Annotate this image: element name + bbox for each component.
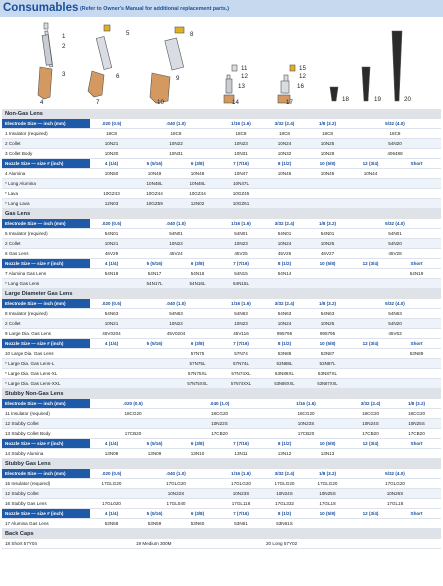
table-row: 7 Alumina Gas Lens 54N18 54N17 54N16 54N15 54N14 54N19 — [2, 269, 441, 279]
callout-14: 14 — [232, 99, 239, 106]
electrode-size-header: Electrode Size — inch (mm) .020 (0.5) .040 (1.0) 1/16 (1.6) 3/32 (2.4) 1/8 (3.2) 5/32 (4.0) — [2, 299, 441, 309]
table-row: 3 Collet Body 10N30 10N31 10N31 10N32 10N28 406488 — [2, 149, 441, 159]
callout-6: 6 — [116, 73, 120, 80]
section-gas-lens: Gas Lens — [2, 209, 441, 220]
stubby-insulator-part — [232, 65, 237, 71]
stubby-gas-lens-part — [281, 81, 289, 93]
table-row: * Large Dia. Gas Lens-L 57N75L 57N74L 53N88L 53N87L — [2, 359, 441, 369]
callout-18: 18 — [342, 96, 349, 103]
parts-drawing — [0, 17, 443, 108]
callout-17: 17 — [286, 99, 293, 106]
callout-3: 3 — [62, 71, 66, 78]
callout-10: 10 — [157, 99, 164, 106]
page-subtitle: (Refer to Owner's Manual for additional replacement parts.) — [80, 6, 230, 12]
back-cap-short-label: 18 Short 57Y04 — [2, 539, 133, 549]
nozzle-size-header: Nozzle Size — size # (inch) 4 (1/4) 5 (5/16) 6 (3/8) 7 (7/16) 8 (1/2) 10 (5/8) 12 (3/4) Short — [2, 339, 441, 349]
callout-4: 4 — [40, 99, 44, 106]
table-row: 2 Collet 10N21 10N22 10N23 10N24 10N25 54N20 — [2, 239, 441, 249]
section-non-gas-lens: Non-Gas Lens — [2, 109, 441, 119]
section-large-diameter-gas-lens: Large Diameter Gas Lens — [2, 289, 441, 300]
back-cap-long-label: 20 Long 57Y02 — [263, 539, 441, 549]
table-row: 16 Stubby Gas Lens 17GL020 17GL040 17GL116 17GL332 17GL18 17GL18 — [2, 499, 441, 509]
table-row: 2 Collet 10N21 10N22 10N23 10N24 10N25 54N20 — [2, 319, 441, 329]
large-insulator-part — [175, 27, 184, 33]
page-title: Consumables — [3, 2, 79, 14]
stubby-gl-insulator-part — [290, 65, 295, 71]
table-row: 15 Insulator (required) 17GLG20 17GLG20 17GLG20 17GLG20 17GLG20 17GLG20 — [2, 479, 441, 489]
consumables-table — [2, 109, 441, 549]
table-row: 5 Insulator (required) 54N01 54N01 54N01 54N01 54N01 54N01 — [2, 229, 441, 239]
callout-7: 7 — [96, 99, 100, 106]
nozzle-size-header: Nozzle Size — size # (inch) 4 (1/4) 5 (5/16) 6 (3/8) 7 (7/16) 8 (1/2) 10 (5/8) 12 (3/4) Short — [2, 439, 441, 449]
nozzle-size-header: Nozzle Size — size # (inch) 4 (1/4) 5 (5/16) 6 (3/8) 7 (7/16) 8 (1/2) 10 (5/8) 12 (3/4) Short — [2, 259, 441, 269]
table-row: * Long Gas Lens 54N17L 54N16L 54N15L — [2, 279, 441, 289]
table-row: * Large Dia. Gas Lens-XL 57N75XL 57N74XL 53N88XL 53N87XL — [2, 369, 441, 379]
parts-illustration — [0, 17, 443, 108]
alumina-nozzle-part — [38, 67, 52, 99]
back-cap-medium — [362, 67, 370, 101]
callout-16: 16 — [297, 83, 304, 90]
table-row: * Lava 10GZ43 10GZ44 10GZ44 10GZ45 — [2, 189, 441, 199]
large-gas-lens-part — [165, 38, 184, 70]
table-row: 8 Insulator (required) 54N63 54N63 54N63 54N63 54N63 54N63 — [2, 309, 441, 319]
table-row: 1 Insulator (required) 18C8 18C8 18C8 18C8 18C8 18C8 — [2, 129, 441, 139]
callout-2: 2 — [62, 43, 66, 50]
callout-11: 11 — [241, 65, 248, 72]
callout-13: 13 — [238, 83, 245, 90]
callout-15: 15 — [299, 65, 306, 72]
callout-12b: 12 — [299, 73, 306, 80]
gas-lens-body-part — [96, 37, 112, 70]
gas-lens-nozzle-part — [88, 71, 104, 97]
table-row: 13 Stubby Collet Body 17CB20 17CB20 17CB20 17CB20 17CB20 — [2, 429, 441, 439]
table-row: 14 Stubby Alumina 13N08 13N09 13N10 13N11 13N12 13N13 — [2, 449, 441, 459]
callout-5: 5 — [126, 30, 130, 37]
back-cap-short — [330, 87, 338, 101]
table-row: * Long Lava 12N03 10GZ59 12N02 10GZ61 — [2, 199, 441, 209]
table-row: 9 Large Dia. Gas Lens 45V0204 45V0204 45V116 995795 995795 45V63 — [2, 329, 441, 339]
table-row: 17 Alumina Gas Lens 53N58 53N59 53N60 53N61 53N61S — [2, 519, 441, 529]
stubby-body-part — [226, 79, 232, 93]
section-stubby-non-gas-lens: Stubby Non-Gas Lens — [2, 389, 441, 400]
callout-8: 8 — [190, 31, 194, 38]
callout-1: 1 — [62, 33, 66, 40]
callout-9: 9 — [176, 75, 180, 82]
callout-12: 12 — [241, 73, 248, 80]
table-row: 12 Stubby Collet 10N22S 10N23S 10N24S 10N25S 10N26S — [2, 489, 441, 499]
page-header — [0, 0, 443, 17]
electrode-size-header: Electrode Size — inch (mm) .020 (0.5) .040 (1.0) 1/16 (1.6) 3/32 (2.4) 1/8 (3.2) 5/32 (4.0) — [2, 219, 441, 229]
section-stubby-gas-lens: Stubby Gas Lens — [2, 459, 441, 470]
callout-20: 20 — [404, 96, 411, 103]
table-row: 11 Insulator (required) 18CG20 18CG20 18CG20 18CG20 18CG20 — [2, 409, 441, 419]
back-caps-row — [2, 539, 441, 549]
electrode-size-header: Electrode Size — inch (mm) .020 (0.5) .040 (1.0) 1/16 (1.6) 3/32 (2.4) 1/8 (3.2) 5/32 (4.0) — [2, 469, 441, 479]
electrode-size-header: Electrode Size — inch (mm) .020 (0.5) .040 (1.0) 1/16 (1.6) 3/32 (2.4) 1/8 (3.2) 5/32 (4.0) — [2, 119, 441, 129]
gas-lens-insulator-part — [104, 25, 110, 31]
table-row: 10 Large Dia. Gas Lens 57N75 57N74 53N88 53N87 53N89 — [2, 349, 441, 359]
electrode-size-header: Electrode Size — inch (mm) .020 (0.5) .040 (1.0) 1/16 (1.6) 3/32 (2.4) 1/8 (3.2) — [2, 399, 441, 409]
back-cap-long — [392, 31, 402, 101]
back-cap-medium-label: 19 Medium 300M — [133, 539, 263, 549]
table-row: * Large Dia. Gas Lens-XXL 57N75XXL 57N74XXL 53N88XXL 53N87XXL — [2, 379, 441, 389]
table-row: 4 Alumina 10N50 10N49 10N48 10N47 10N46 10N45 10N44 — [2, 169, 441, 179]
table-row: 6 Gas Lens 45V29 45V24 45V25 45V26 45V27 45V28 — [2, 249, 441, 259]
callout-19: 19 — [374, 96, 381, 103]
insulator-part — [44, 23, 48, 29]
table-row: 2 Collet 10N21 10N22 10N23 10N24 10N25 54N20 — [2, 139, 441, 149]
nozzle-size-header: Nozzle Size — size # (inch) 4 (1/4) 5 (5/16) 6 (3/8) 7 (7/16) 8 (1/2) 10 (5/8) 12 (3/4) Short — [2, 159, 441, 169]
table-row: * Long Alumina 10N48L 10N48L 10N47L — [2, 179, 441, 189]
table-row: 12 Stubby Collet 10N22S 10N23S 10N24S 10N25S — [2, 419, 441, 429]
nozzle-size-header: Nozzle Size — size # (inch) 4 (1/4) 5 (5/16) 6 (3/8) 7 (7/16) 8 (1/2) 10 (5/8) 12 (3/4) Short — [2, 509, 441, 519]
section-back-caps: Back Caps — [2, 529, 441, 540]
